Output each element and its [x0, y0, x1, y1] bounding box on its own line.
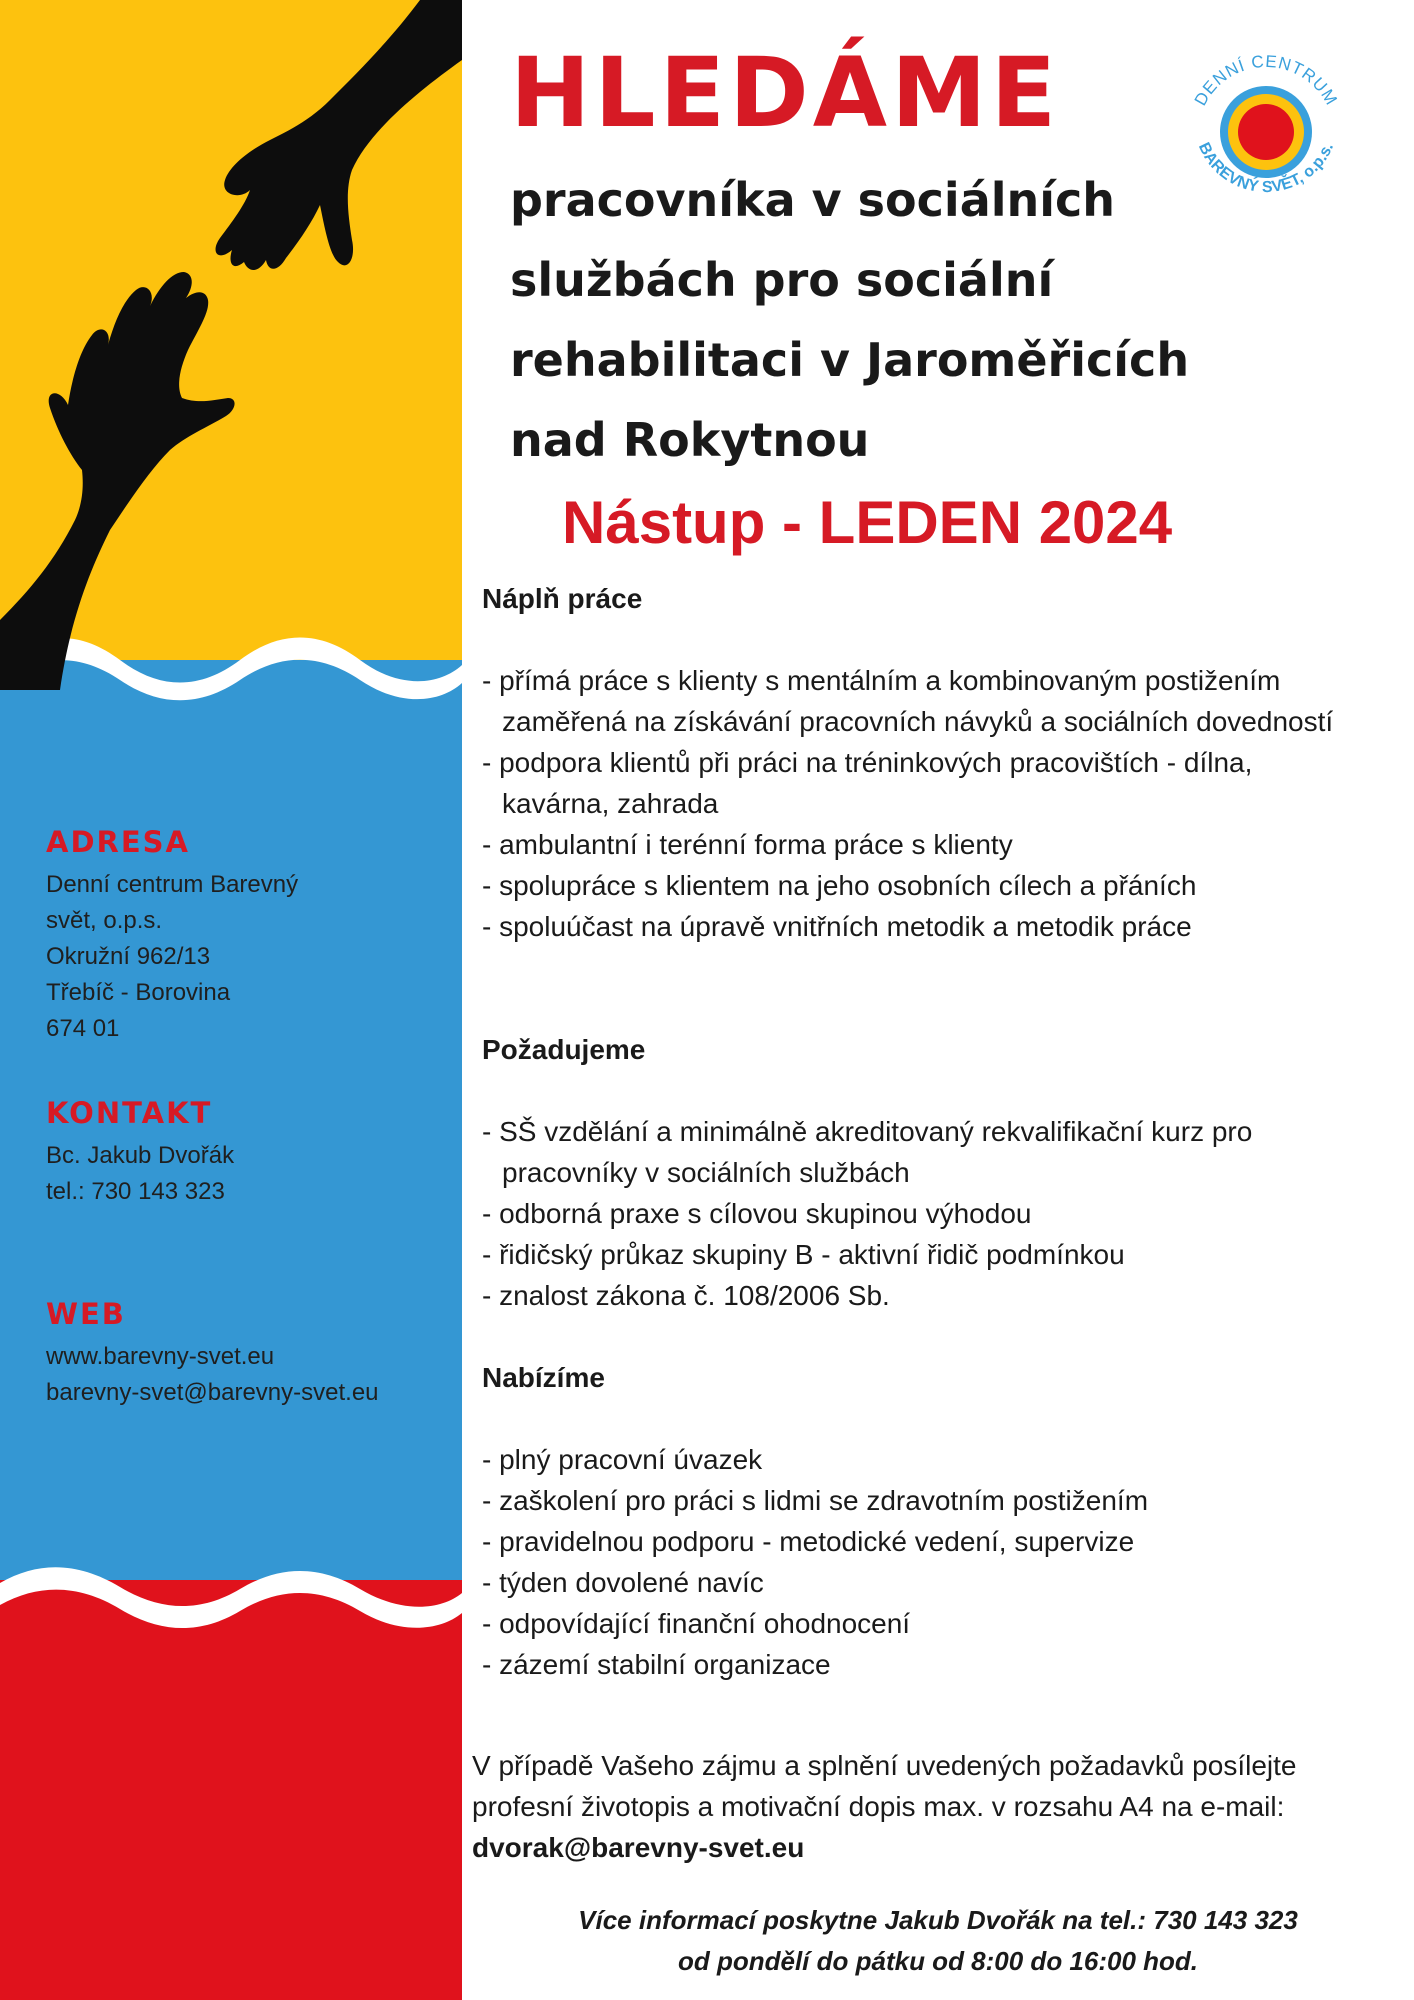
email-link[interactable]: barevny-svet@barevny-svet.eu: [46, 1379, 379, 1406]
red-band: [0, 1580, 462, 2000]
web-block: [46, 1297, 379, 1411]
list-item: - spolupráce s klientem na jeho osobních cílech a přáních: [482, 870, 1197, 901]
logo-bottom-text: BAREVNÝ SVĚT, o.p.s.: [1194, 140, 1338, 197]
contact-block: [46, 1096, 234, 1210]
website-link[interactable]: www.barevny-svet.eu: [46, 1343, 275, 1370]
list-item: - SŠ vzdělání a minimálně akreditovaný rekvalifikační kurz pro pracovníky v sociálních službách: [482, 1116, 1253, 1188]
list-item: - odpovídající finanční ohodnocení: [482, 1608, 911, 1639]
list-item: - spoluúčast na úpravě vnitřních metodik a metodik práce: [482, 911, 1192, 942]
footer-note: [462, 1900, 1414, 1982]
list-item: - znalost zákona č. 108/2006 Sb.: [482, 1280, 890, 1311]
closing-text: V případě Vašeho zájmu a splnění uvedených požadavků posílejte profesní životopis a motivační dopis max. v rozsahu A4 na e-mail:: [472, 1750, 1297, 1822]
footer-line: Více informací poskytne Jakub Dvořák na tel.: 730 143 323: [578, 1905, 1298, 1935]
list-item: - ambulantní i terénní forma práce s klienty: [482, 829, 1013, 860]
list-item: - odborná praxe s cílovou skupinou výhodou: [482, 1198, 1032, 1229]
address-block: [46, 825, 298, 1047]
section-title: Náplň práce: [482, 583, 643, 614]
sun-logo-icon: [1220, 86, 1312, 178]
list-item: - týden dovolené navíc: [482, 1567, 764, 1598]
contact-phone[interactable]: tel.: 730 143 323: [46, 1178, 225, 1205]
list-item: - přímá práce s klienty s mentálním a kombinovaným postižením zaměřená na získávání pracovních návyků a sociálních dovedností: [482, 665, 1334, 737]
job-title-line: nad Rokytnou: [510, 413, 870, 467]
page-title: HLEDÁME: [510, 37, 1061, 149]
job-title: [510, 160, 1290, 480]
section-offer: [482, 1357, 1362, 1685]
job-details: [482, 578, 1362, 1685]
duties-list: [482, 660, 1362, 947]
address-line: Denní centrum Barevný: [46, 871, 299, 898]
list-item: - řidičský průkaz skupiny B - aktivní řidič podmínkou: [482, 1239, 1125, 1270]
section-requirements: [482, 1029, 1362, 1316]
wave-divider-bottom: [0, 1555, 462, 1635]
list-item: - pravidelnou podporu - metodické vedení, supervize: [482, 1526, 1135, 1557]
organization-logo: [1176, 40, 1356, 220]
list-item: - zázemí stabilní organizace: [482, 1649, 831, 1680]
contact-heading: KONTAKT: [46, 1096, 213, 1130]
application-instructions: [472, 1745, 1372, 1868]
footer-line: od pondělí do pátku od 8:00 do 16:00 hod.: [677, 1946, 1199, 1976]
address-line: Okružní 962/13: [46, 943, 211, 970]
section-duties: [482, 578, 1362, 947]
job-title-line: službách pro sociální: [510, 253, 1054, 307]
job-title-line: rehabilitaci v Jaroměřicích: [510, 333, 1190, 387]
offer-list: [482, 1439, 1362, 1685]
reaching-hands-icon: [0, 0, 462, 690]
application-email[interactable]: dvorak@barevny-svet.eu: [472, 1832, 805, 1863]
job-title-line: pracovníka v sociálních: [510, 173, 1116, 227]
section-title: Nabízíme: [482, 1362, 605, 1393]
logo-top-text: DENNÍ CENTRUM: [1190, 51, 1342, 109]
section-title: Požadujeme: [482, 1034, 646, 1065]
web-heading: WEB: [46, 1297, 126, 1331]
list-item: - zaškolení pro práci s lidmi se zdravotním postižením: [482, 1485, 1149, 1516]
address-heading: ADRESA: [46, 825, 190, 859]
start-date: Nástup - LEDEN 2024: [562, 489, 1173, 556]
list-item: - plný pracovní úvazek: [482, 1444, 763, 1475]
address-line: 674 01: [46, 1015, 120, 1042]
address-line: Třebíč - Borovina: [46, 979, 231, 1006]
requirements-list: [482, 1111, 1362, 1316]
address-line: svět, o.p.s.: [46, 907, 163, 934]
list-item: - podpora klientů při práci na tréninkových pracovištích - dílna, kavárna, zahrada: [482, 747, 1253, 819]
contact-name: Bc. Jakub Dvořák: [46, 1142, 235, 1169]
